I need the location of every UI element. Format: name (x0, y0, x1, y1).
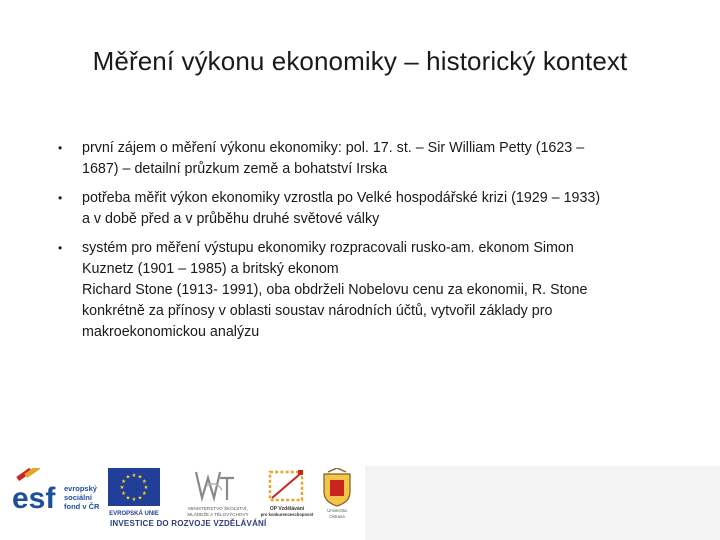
eu-star-icon: ★ (137, 495, 143, 502)
bullet-text (82, 238, 668, 343)
bullet-line: Kuznetz (1901 – 1985) a britský ekonom (82, 261, 339, 277)
op-caption-2: pro konkurenceschopnost (260, 512, 314, 517)
eu-star-icon: ★ (121, 479, 127, 485)
bullet-line: makroekonomickou analýzu (82, 324, 260, 340)
esf-text-2: sociální (64, 493, 92, 502)
eu-star-icon: ★ (125, 495, 131, 502)
crest-caption-1: Univerzita (327, 508, 347, 513)
eu-star-icon: ★ (137, 474, 143, 481)
bullet-line: a v době před a v průběhu druhé světové války (82, 211, 380, 227)
bullet-line: Richard Stone (1913- 1991), oba obdrželi Nobelovu cenu za ekonomii, R. Stone (82, 282, 588, 298)
eu-flag-logo (106, 468, 162, 518)
bullet-line: první zájem o měření výkonu ekonomiky: pol. 17. st. – Sir William Petty (1623 – (82, 140, 585, 156)
msmt-caption-2: MLÁDEŽE A TĚLOVÝCHOVY (187, 512, 249, 517)
esf-text-1: evropský (64, 484, 97, 493)
eu-star-icon: ★ (131, 473, 137, 479)
bullet-item-2 (58, 188, 668, 230)
bullet-item-1 (58, 138, 668, 180)
esf-mark: esf (12, 482, 56, 515)
op-vk-logo (258, 468, 316, 520)
eu-star-icon: ★ (121, 491, 127, 497)
msmt-logo (182, 468, 254, 520)
bullet-text (82, 138, 668, 180)
bullet-line: systém pro měření výstupu ekonomiky rozpracovali rusko-am. ekonom Simon (82, 240, 574, 256)
bullet-line: potřeba měřit výkon ekonomiky vzrostla po Velké hospodářské krizi (1929 – 1933) (82, 190, 601, 206)
op-slash-icon (272, 474, 300, 498)
eu-star-icon: ★ (143, 485, 149, 491)
bullet-marker: • (58, 191, 63, 205)
bullet-list (58, 138, 668, 351)
investice-tagline: INVESTICE DO ROZVOJE VZDĚLÁVÁNÍ (110, 519, 267, 528)
eu-star-icon: ★ (125, 474, 131, 481)
bullet-marker: • (58, 141, 63, 155)
op-caption-1: OP Vzdělávání (269, 506, 305, 512)
bullet-item-3 (58, 238, 668, 343)
footer-right-panel (365, 466, 720, 540)
slide-title: Měření výkonu ekonomiky – historický kontext (92, 46, 628, 76)
eu-star-icon: ★ (141, 479, 147, 485)
msmt-caption-1: MINISTERSTVO ŠKOLSTVÍ, (188, 506, 248, 511)
esf-text-3: fond v ČR (64, 502, 100, 511)
bullet-text (82, 188, 668, 230)
esf-logo (10, 468, 102, 518)
eu-star-icon: ★ (119, 485, 125, 491)
eu-star-icon: ★ (131, 497, 137, 503)
eu-caption: EVROPSKÁ UNIE (109, 511, 159, 517)
eu-star-icon: ★ (141, 491, 147, 497)
bullet-line: 1687) – detailní průzkum země a bohatství Irska (82, 161, 388, 177)
crest-caption-2: Ostrava (329, 514, 345, 519)
crest-inner-icon (330, 480, 344, 496)
bullet-line: konkrétně za přínosy v oblasti soustav národních účtů, vytvořil základy pro (82, 303, 553, 319)
bullet-marker: • (58, 241, 63, 255)
university-crest-logo (318, 468, 356, 520)
msmt-s-icon (206, 484, 222, 490)
